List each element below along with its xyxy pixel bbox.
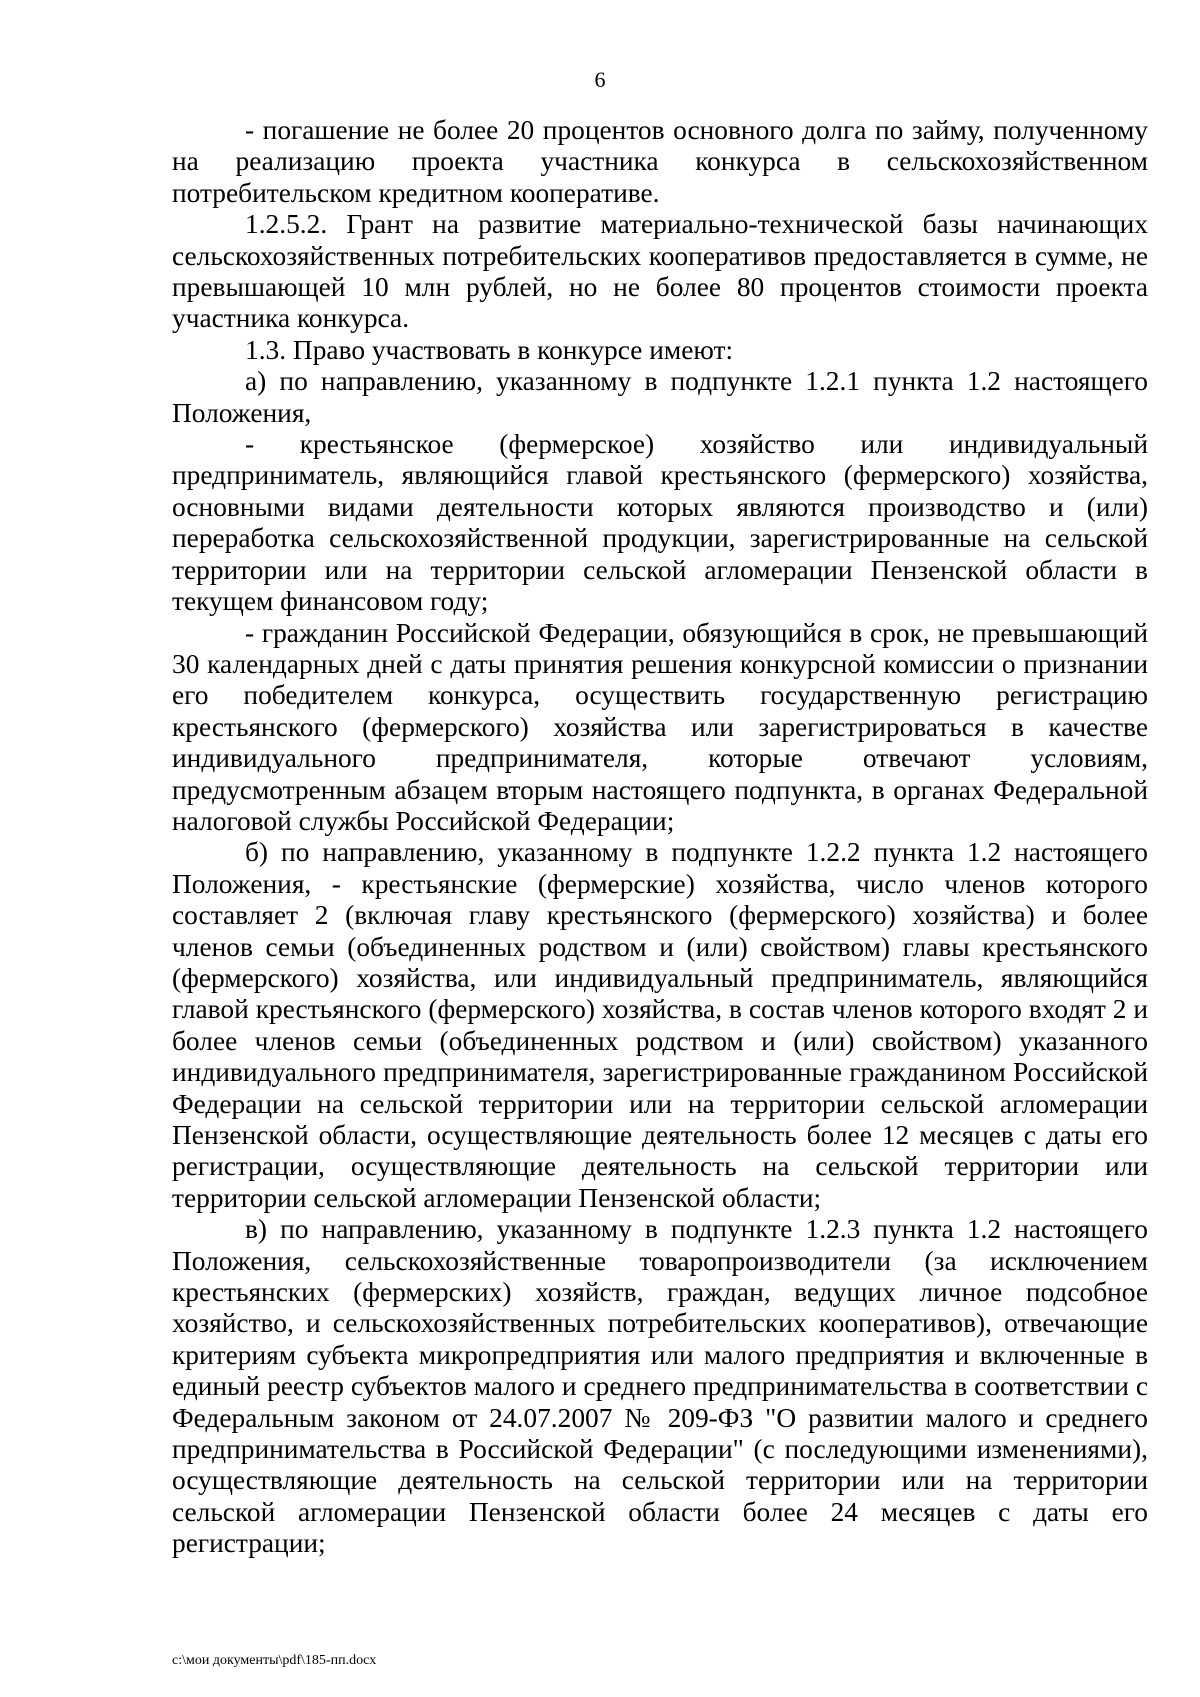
paragraph-v: в) по направлению, указанному в подпункте 1.2.3 пункта 1.2 настоящего Положения, сельскохозяйственные товаропроизводители (за исключением крестьянских (фермерских) хозяйств, граждан, ведущих личное подсобное хозяйство, и сельскохозяйственных потребительских кооперативов), отвечающие критериям субъекта микропредприятия или малого предприятия и включенные в единый реестр субъектов малого и среднего предпринимательства в соответствии с Федеральным законом от 24.07.2007 № 209-ФЗ "О развитии малого и среднего предпринимательства в Российской Федерации" (с последующими изменениями), осуществляющие деятельность на сельской территории или на территории сельской агломерации Пензенской области более 24 месяцев с даты его регистрации; [172, 1214, 1148, 1559]
paragraph-a: а) по направлению, указанному в подпункте 1.2.1 пункта 1.2 настоящего Положения, [172, 366, 1148, 428]
paragraph-1-3: 1.3. Право участвовать в конкурсе имеют: [245, 334, 734, 365]
paragraph-repayment: - погашение не более 20 процентов основного долга по займу, полученному на реализацию проекта участника конкурса в сельскохозяйственном потребительском кредитном кооперативе. [172, 115, 1148, 208]
paragraph-b: б) по направлению, указанному в подпункте 1.2.2 пункта 1.2 настоящего Положения, - крестьянские (фермерские) хозяйства, число членов которого составляет 2 (включая главу крестьянского (фермерского) хозяйства) и более членов семьи (объединенных родством и (или) свойством) главы крестьянского (фермерского) хозяйства, или индивидуальный предприниматель, являющийся главой крестьянского (фермерского) хозяйства, в состав членов которого входят 2 и более членов семьи (объединенных родством и (или) свойством) указанного индивидуального предпринимателя, зарегистрированные гражданином Российской Федерации на сельской территории или на территории сельской агломерации Пензенской области, осуществляющие деятельность более 12 месяцев с даты его регистрации, осуществляющие деятельность на сельской территории или территории сельской агломерации Пензенской области; [172, 837, 1148, 1213]
footer-file-path: c:\мои документы\pdf\185-пп.docx [172, 1653, 377, 1668]
page-number: 6 [594, 67, 606, 92]
document-body [172, 115, 1148, 1560]
paragraph-1-2-5-2: 1.2.5.2. Грант на развитие материально-технической базы начинающих сельскохозяйственных потребительских кооперативов предоставляется в сумме, не превышающей 10 млн рублей, но не более 80 процентов стоимости проекта участника конкурса. [172, 209, 1148, 334]
paragraph-a-citizen: - гражданин Российской Федерации, обязующийся в срок, не превышающий 30 календарных дней с даты принятия решения конкурсной комиссии о признании его победителем конкурса, осуществить государственную регистрацию крестьянского (фермерского) хозяйства или зарегистрироваться в качестве индивидуального предпринимателя, которые отвечают условиям, предусмотренным абзацем вторым настоящего подпункта, в органах Федеральной налоговой службы Российской Федерации; [172, 617, 1148, 836]
paragraph-a-farm: - крестьянское (фермерское) хозяйство или индивидуальный предприниматель, являющийся главой крестьянского (фермерского) хозяйства, основными видами деятельности которых являются производство и (или) переработка сельскохозяйственной продукции, зарегистрированные на сельской территории или на территории сельской агломерации Пензенской области в текущем финансовом году; [172, 429, 1148, 617]
